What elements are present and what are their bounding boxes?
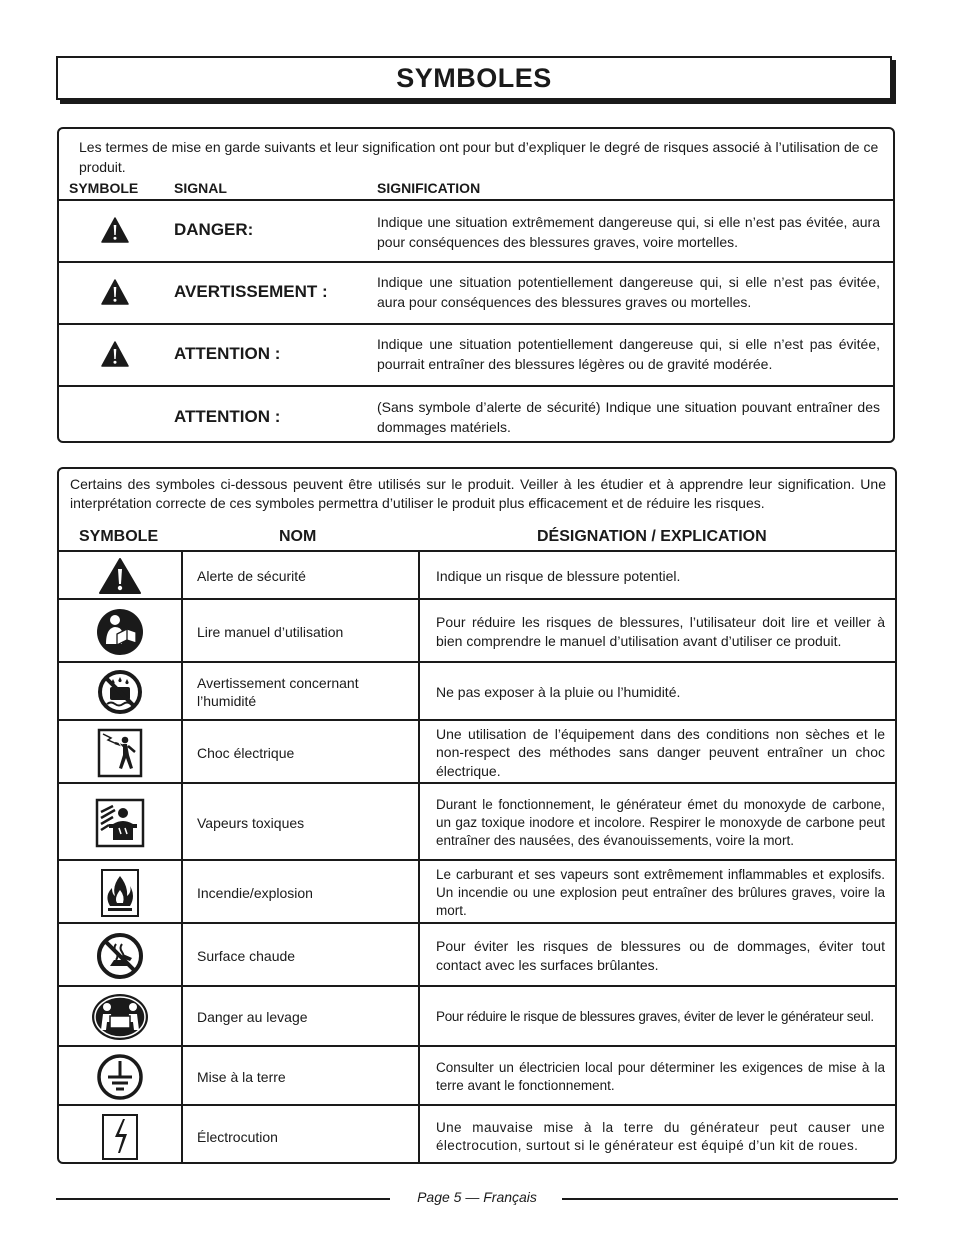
signal-words-table xyxy=(57,127,895,443)
symbol-explanation-cell xyxy=(422,600,895,663)
signal-row-danger xyxy=(59,199,893,263)
page-title: SYMBOLES xyxy=(396,62,552,93)
electrocution-icon xyxy=(101,1113,139,1161)
signal-label: ATTENTION : xyxy=(174,407,281,426)
symbol-name: Incendie/explosion xyxy=(183,861,420,924)
symbol-explanation: Une utilisation de l’équipement dans des conditions non sèches et le non-respect des méthodes sans danger peuvent entraîner un choc électrique. xyxy=(436,725,885,779)
signal-row-notice xyxy=(59,385,893,443)
fire-icon xyxy=(100,868,140,918)
signal-meaning: Indique une situation potentiellement dangereuse qui, si elle n’est pas évitée, aura pour conséquences des blessures graves ou mortelles. xyxy=(377,274,880,310)
symbol-row xyxy=(59,1104,895,1164)
symbol-name: Vapeurs toxiques xyxy=(183,784,420,861)
symbol-explanation-cell xyxy=(422,987,895,1047)
symbol-cell xyxy=(59,924,183,987)
symbol-explanation-cell xyxy=(422,721,895,784)
symbol-name: Surface chaude xyxy=(183,924,420,987)
safety-alert-icon xyxy=(98,557,142,595)
header-meaning: SIGNIFICATION xyxy=(377,180,481,196)
symbol-explanation-cell xyxy=(422,784,895,861)
symbol-row xyxy=(59,985,895,1047)
electric-shock-icon xyxy=(97,728,143,778)
wet-conditions-icon xyxy=(97,669,143,715)
symbol-explanation: Le carburant et ses vapeurs sont extrêmement inflammables et explosifs. Un incendie ou une explosion peut entraîner des brûlures graves, voire la mort. xyxy=(436,866,885,918)
signal-row-warning xyxy=(59,261,893,325)
symbol-row xyxy=(59,1045,895,1106)
symbol-cell xyxy=(59,600,183,663)
symbol-cell xyxy=(59,1047,183,1106)
title-banner xyxy=(56,56,892,100)
header-signal: SIGNAL xyxy=(174,180,227,196)
warning-triangle-icon xyxy=(101,217,129,243)
symbols-table xyxy=(57,467,897,1164)
signal-meaning: Indique une situation extrêmement dangereuse qui, si elle n’est pas évitée, aura pour conséquences des blessures graves, voire mortelles. xyxy=(377,214,880,250)
page-number: Page 5 — Français xyxy=(411,1189,543,1205)
symbol-row xyxy=(59,598,895,663)
symbol-explanation-cell xyxy=(422,1047,895,1106)
signal-meaning: (Sans symbole d’alerte de sécurité) Indique une situation pouvant entraîner des dommages matériels. xyxy=(377,399,880,435)
symbol-name: Mise à la terre xyxy=(183,1047,420,1106)
symbol-explanation: Durant le fonctionnement, le générateur émet du monoxyde de carbone, un gaz toxique inodore et incolore. Respirer le monoxyde de carbone peut entraîner des nausées, des évanouissements, voire la mort. xyxy=(436,796,885,848)
symbol-name: Lire manuel d’utilisation xyxy=(183,600,420,663)
title-box xyxy=(56,56,892,100)
symbol-cell xyxy=(59,663,183,721)
ground-icon xyxy=(96,1053,144,1101)
warning-triangle-icon xyxy=(101,341,129,367)
warning-triangle-icon xyxy=(101,279,129,305)
symbol-explanation-cell xyxy=(422,663,895,721)
symbols-intro: Certains des symboles ci-dessous peuvent être utilisés sur le produit. Veiller à les étudier et à apprendre leur signification. Une interprétation correcte de ces symboles permettra d’utiliser le produit plus efficacement et de réduire les risques. xyxy=(70,476,886,511)
signal-label: AVERTISSEMENT : xyxy=(174,282,328,301)
lifting-hazard-icon xyxy=(90,992,150,1042)
symbol-row xyxy=(59,782,895,861)
symbol-row xyxy=(59,550,895,600)
symbol-cell xyxy=(59,552,183,600)
page-footer xyxy=(0,1189,954,1209)
symbol-name: Électrocution xyxy=(183,1106,420,1164)
symbol-name: Choc électrique xyxy=(183,721,420,784)
signal-meaning: Indique une situation potentiellement dangereuse qui, si elle n’est pas évitée, pourrait entraîner des blessures légères ou de gravité modérée. xyxy=(377,336,880,372)
symbol-cell xyxy=(59,987,183,1047)
header-explanation: DÉSIGNATION / EXPLICATION xyxy=(537,528,767,545)
symbol-name: Avertissement concernant l’humidité xyxy=(183,663,420,721)
symbol-explanation: Pour réduire le risque de blessures graves, éviter de lever le générateur seul. xyxy=(436,1009,874,1024)
symbol-row xyxy=(59,922,895,987)
read-manual-icon xyxy=(96,608,144,656)
signal-label: ATTENTION : xyxy=(174,344,281,363)
symbol-cell xyxy=(59,721,183,784)
symbol-name: Danger au levage xyxy=(183,987,420,1047)
symbol-explanation: Pour éviter les risques de blessures ou de dommages, éviter tout contact avec les surfaces brûlantes. xyxy=(436,938,885,973)
symbol-explanation: Une mauvaise mise à la terre du générateur peut causer une électrocution, surtout si le générateur est équipé d’un kit de roues. xyxy=(436,1120,885,1153)
symbol-name: Alerte de sécurité xyxy=(183,552,420,600)
header-symbol: SYMBOLE xyxy=(79,528,159,545)
symbol-explanation: Indique un risque de blessure potentiel. xyxy=(436,567,681,584)
hot-surface-icon xyxy=(96,932,144,980)
footer-text-wrap xyxy=(0,1189,954,1205)
symbol-explanation-cell xyxy=(422,1106,895,1164)
symbol-cell xyxy=(59,861,183,924)
symbol-row xyxy=(59,661,895,721)
signal-label: DANGER: xyxy=(174,220,254,239)
header-symbol: SYMBOLE xyxy=(69,180,139,196)
symbol-explanation: Pour réduire les risques de blessures, l’utilisateur doit lire et veiller à bien comprendre le manuel d’utilisation avant d’utiliser ce produit. xyxy=(436,614,885,649)
symbol-explanation: Ne pas exposer à la pluie ou l’humidité. xyxy=(436,683,681,700)
toxic-fumes-icon xyxy=(95,798,145,848)
signal-intro: Les termes de mise en garde suivants et leur signification ont pour but d’expliquer le degré de risques associé à l’utilisation de ce produit. xyxy=(79,139,879,175)
symbol-cell xyxy=(59,784,183,861)
symbol-row xyxy=(59,859,895,924)
symbol-explanation: Consulter un électricien local pour déterminer les exigences de mise à la terre avant le fonctionnement. xyxy=(436,1059,885,1093)
symbol-cell xyxy=(59,1106,183,1164)
symbol-explanation-cell xyxy=(422,924,895,987)
header-name: NOM xyxy=(279,528,317,545)
symbol-explanation-cell xyxy=(422,552,895,600)
signal-row-caution xyxy=(59,323,893,387)
symbol-explanation-cell xyxy=(422,861,895,924)
symbol-row xyxy=(59,719,895,784)
